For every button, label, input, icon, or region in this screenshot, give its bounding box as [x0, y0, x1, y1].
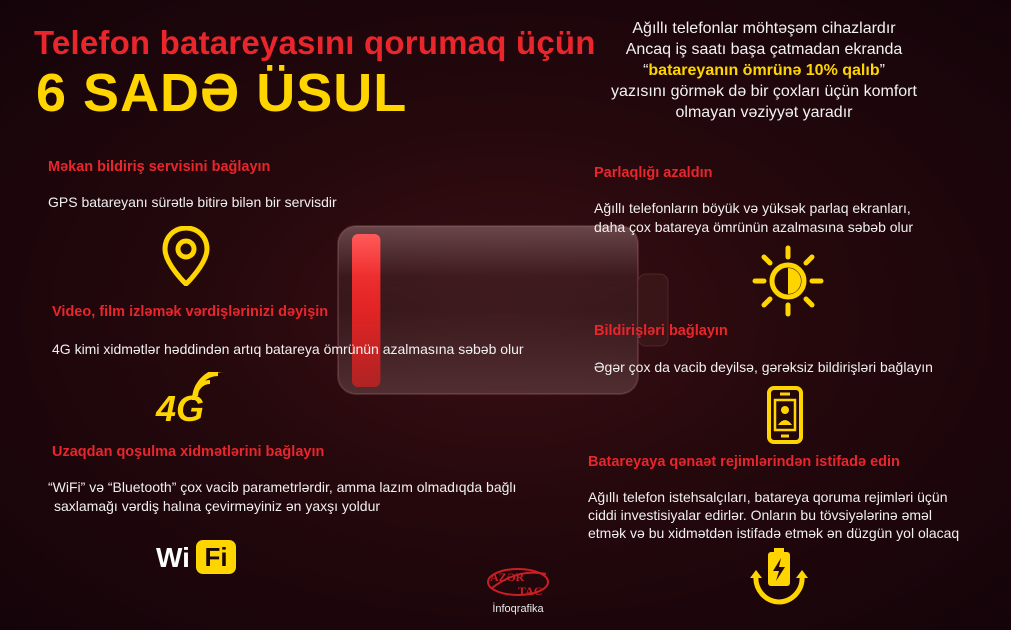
intro-line5: olmayan vəziyyət yaradır — [675, 104, 853, 121]
tip-video-text: 4G kimi xidmətlər həddindən artıq batareya ömrünün azalmasına səbəb olur — [52, 341, 524, 357]
azertac-logo-mark — [482, 566, 554, 600]
wifi-icon — [156, 540, 238, 576]
wifi-fi-badge: Fi — [196, 540, 236, 574]
intro-line2: Ancaq iş saatı başa çatmadan ekranda — [625, 41, 903, 58]
intro-line1: Ağıllı telefonlar möhtəşəm cihazlardır — [632, 20, 896, 37]
tip-saver-text-line1: Ağıllı telefon istehsalçıları, batareya qoruma rejimləri üçün — [588, 489, 948, 505]
smartphone-icon — [766, 385, 804, 445]
tip-gps-heading: Məkan bildiriş servisini bağlayın — [48, 159, 271, 175]
tip-brightness-text-line1: Ağıllı telefonların böyük və yüksək parlaq ekranları, — [594, 200, 911, 216]
tip-saver-heading: Batareyaya qənaət rejimlərindən istifadə edin — [588, 454, 900, 470]
quote-close: ” — [879, 62, 885, 79]
tip-remote-heading: Uzaqdan qoşulma xidmətlərini bağlayın — [52, 444, 325, 460]
wifi-wi-text: Wi — [156, 542, 190, 573]
tip-brightness-heading: Parlaqlığı azaldın — [594, 165, 713, 181]
intro-line4: yazısını görmək də bir çoxları üçün komfort — [611, 83, 917, 100]
azertac-logo — [478, 566, 558, 615]
intro-text — [598, 18, 930, 123]
tip-remote-text-line1: “WiFi” və “Bluetooth” çox vacib parametrlərdir, amma lazım olmadıqda bağlı — [48, 479, 517, 495]
tip-notifications-text: Əgər çox da vacib deyilsə, gərəksiz bildirişləri bağlayın — [594, 359, 933, 375]
title-line2: 6 SADƏ ÜSUL — [36, 63, 408, 123]
logo-subtitle: İnfoqrafika — [492, 603, 544, 615]
title-line1: Telefon batareyasını qorumaq üçün — [34, 24, 596, 61]
tip-remote-text — [48, 478, 516, 516]
battery-charge-icon — [748, 546, 810, 608]
tip-brightness-text-line2: daha çox batareya ömrünün azalmasına səbəb olur — [594, 219, 914, 235]
tip-saver-text-line2: ciddi investisiyalar edirlər. Onların bu tövsiyələrinə əməl — [588, 507, 932, 523]
tip-gps-text: GPS batareyanı sürətlə bitirə bilən bir servisdir — [48, 194, 337, 210]
location-pin-icon — [162, 226, 210, 286]
tip-remote-text-line2: saxlamağı vərdiş halına çevirməyiniz ən yaxşı yoldur — [54, 498, 381, 514]
tip-saver-text-line3: etmək və bu xidmətdən istifadə etmək ən düzgün yol olacaq — [588, 525, 960, 541]
4g-label: 4G — [156, 388, 205, 429]
logo-bottom-text: TAC — [518, 584, 543, 598]
tip-brightness-text — [594, 199, 913, 237]
tip-saver-text — [588, 488, 959, 542]
tip-notifications-heading: Bildirişləri bağlayın — [594, 323, 728, 339]
logo-top-text: AZƏR — [490, 570, 525, 584]
4g-signal-icon — [156, 372, 226, 429]
intro-highlight: batareyanın ömrünə 10% qalıb — [648, 62, 880, 79]
tip-video-heading: Video, film izləmək vərdişlərinizi dəyişin — [52, 304, 329, 320]
sun-icon — [752, 245, 824, 317]
quote-open: “ — [643, 62, 649, 79]
intro-highlight-line — [598, 60, 930, 81]
